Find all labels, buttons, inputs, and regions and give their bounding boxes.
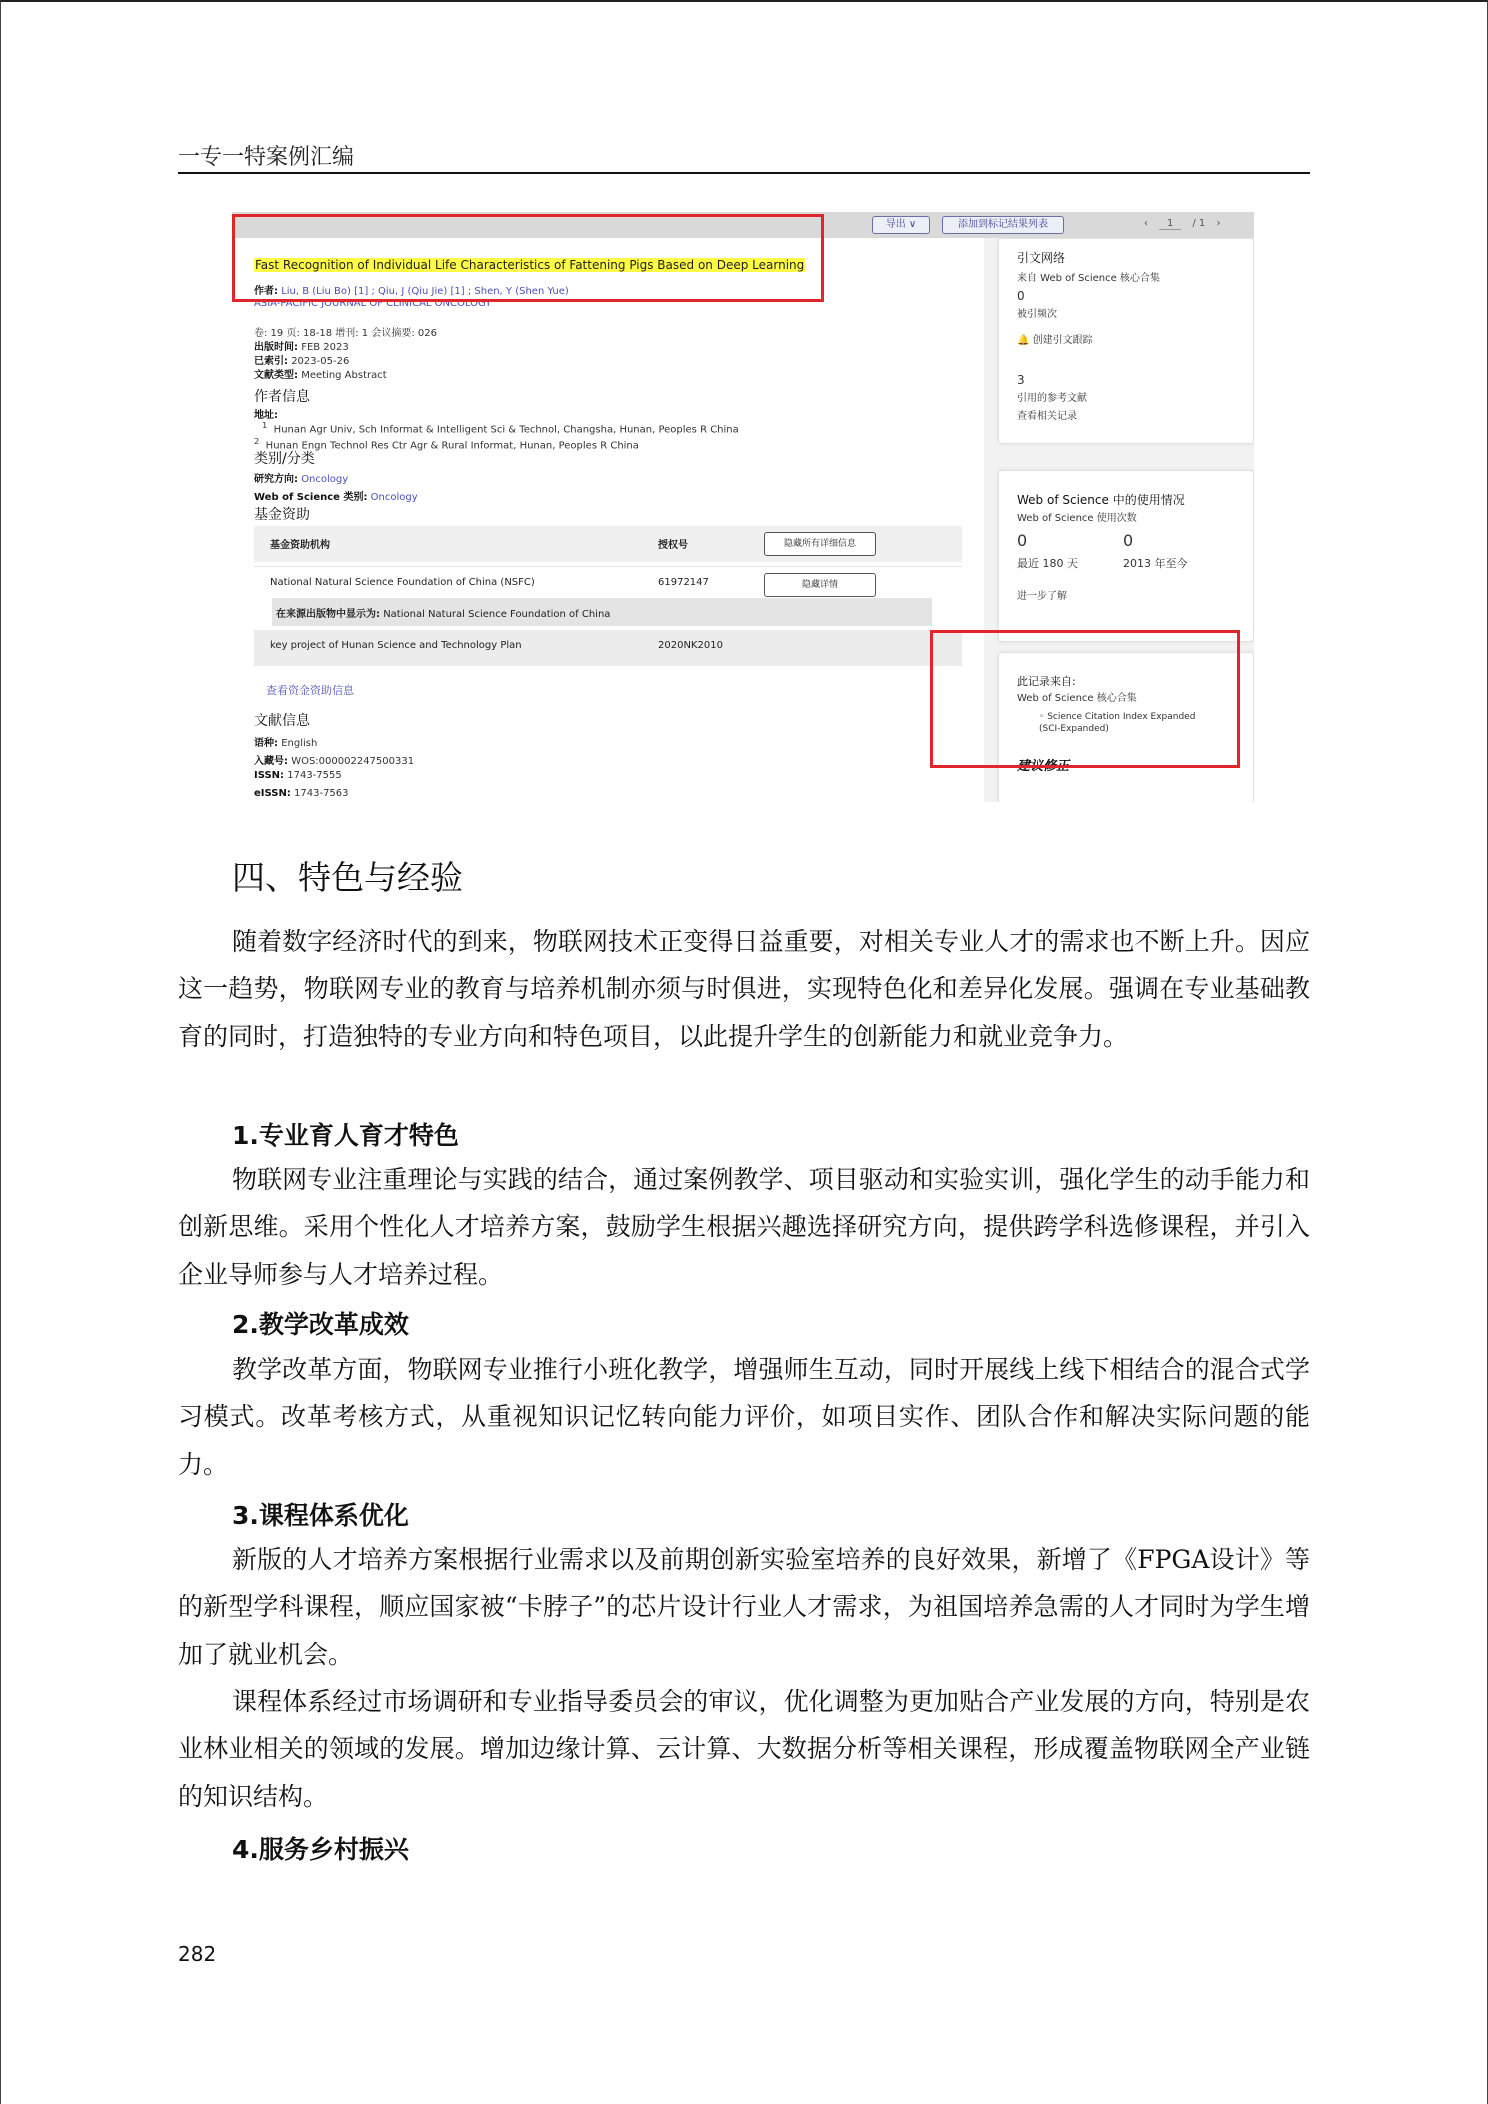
usage-card (998, 470, 1254, 642)
language-value: English (281, 738, 318, 749)
section-heading: 四、特色与经验 (232, 858, 463, 897)
issn-value: 1743-7555 (287, 770, 342, 781)
header-rule (178, 172, 1310, 174)
bell-icon: 🔔 (1017, 335, 1030, 346)
record-source-highlight-box (930, 630, 1240, 768)
research-area-link[interactable]: Oncology (301, 474, 349, 485)
address-2-num: 2 (254, 436, 260, 446)
export-button[interactable]: 导出 ∨ (872, 216, 930, 234)
page-number: 282 (178, 1942, 217, 1966)
learn-more-link[interactable]: 进一步了解 (1017, 591, 1067, 602)
doc-info-heading: 文献信息 (254, 713, 310, 729)
intro-paragraph-text: 随着数字经济时代的到来，物联网技术正变得日益重要，对相关专业人才的需求也不断上升。因应这一趋势，物联网专业的教育与培养机制亦须与时俱进，实现特色化和差异化发展。强调在专业基础教育的同时，打造独特的专业方向和特色项目，以此提升学生的创新能力和就业竞争力。 (178, 927, 1310, 1051)
language-label: 语种: (254, 738, 278, 749)
journal-name[interactable]: ASIA-PACIFIC JOURNAL OF CLINICAL ONCOLOGY (254, 298, 492, 309)
suggest-edit-link[interactable]: 建议修正 (1017, 759, 1070, 774)
pager (1140, 218, 1224, 230)
funding-table-header (254, 526, 962, 562)
grant-number: 2020NK2010 (658, 640, 723, 651)
subsection-2-paragraph (178, 1346, 1310, 1488)
page-total: / 1 (1192, 218, 1206, 229)
address-label (254, 406, 278, 421)
subsection-1-text: 物联网专业注重理论与实践的结合，通过案例教学、项目驱动和实验实训，强化学生的动手能力和创新思维。采用个性化人才培养方案，鼓励学生根据兴趣选择研究方向，提供跨学科选修课程，并引入企业导师参与人才培养过程。 (178, 1165, 1310, 1289)
indexed-line (254, 352, 349, 367)
citation-source: 来自 Web of Science 核心合集 (1017, 273, 1160, 284)
subsection-1-paragraph (178, 1156, 1310, 1298)
indexed-label: 已索引: (254, 356, 288, 367)
cited-label: 被引频次 (1017, 309, 1057, 320)
address-1-text: Hunan Agr Univ, Sch Informat & Intelligent Sci & Technol, Changsha, Hunan, Peoples R China (273, 424, 739, 436)
wos-category-line (254, 488, 418, 503)
usage-subtitle: Web of Science 使用次数 (1017, 513, 1137, 524)
hide-details-button[interactable]: 隐藏详情 (764, 573, 876, 597)
usage-recent-label: 最近 180 天 (1017, 557, 1078, 570)
authors-value[interactable]: Liu, B (Liu Bo) [1] ; Qiu, J (Qiu Jie) [1] ; Shen, Y (Shen Yue) (281, 286, 569, 297)
record-main (232, 238, 980, 802)
create-citation-alert-label: 创建引文跟踪 (1032, 335, 1093, 346)
create-citation-alert-link[interactable] (1017, 331, 1093, 346)
running-head: 一专一特案例汇编 (178, 145, 355, 170)
pub-date-line (254, 338, 349, 353)
eissn-value: 1743-7563 (294, 788, 349, 799)
view-funding-link[interactable]: 查看资金资助信息 (266, 684, 354, 697)
prev-page-icon[interactable]: ‹ (1144, 218, 1148, 229)
usage-recent-value: 0 (1017, 531, 1028, 550)
references-count[interactable]: 3 (1017, 373, 1025, 387)
pub-date-label: 出版时间: (254, 342, 298, 353)
funding-note-value: National Natural Science Foundation of China (383, 609, 611, 620)
bullet-icon: ◦ (1039, 712, 1045, 722)
doc-type-label: 文献类型: (254, 370, 298, 381)
issn-label: ISSN: (254, 770, 285, 781)
grant-number: 61972147 (658, 577, 709, 588)
pub-date: FEB 2023 (301, 342, 349, 353)
doc-type: Meeting Abstract (301, 370, 387, 381)
eissn-line (254, 788, 349, 799)
eissn-label: eISSN: (254, 788, 291, 799)
subsection-4-heading: 4.服务乡村振兴 (232, 1835, 409, 1864)
category-heading: 类别/分类 (254, 451, 315, 467)
record-source-collection: Web of Science 核心合集 (1017, 693, 1137, 704)
record-title[interactable]: Fast Recognition of Individual Life Characteristics of Fattening Pigs Based on Deep Learning (255, 258, 805, 272)
funding-note-text (276, 605, 610, 620)
record-source-title: 此记录来自: (1017, 675, 1076, 688)
usage-since-label: 2013 年至今 (1123, 557, 1188, 570)
subsection-3-text-2: 课程体系经过市场调研和专业指导委员会的审议，优化调整为更加贴合产业发展的方向，特别是农业林业相关的领域的发展。增加边缘计算、云计算、大数据分析等相关课程，形成覆盖物联网全产业链的知识结构。 (178, 1687, 1310, 1811)
hide-all-details-button[interactable]: 隐藏所有详细信息 (764, 532, 876, 556)
funding-agency: key project of Hunan Science and Technology Plan (270, 640, 522, 651)
funding-row (254, 630, 962, 666)
subsection-2-heading: 2.教学改革成效 (232, 1310, 409, 1339)
citation-network-title: 引文网络 (1017, 251, 1066, 265)
wos-record-screenshot (232, 212, 1254, 802)
funding-heading: 基金资助 (254, 507, 310, 523)
funding-agency: National Natural Science Foundation of China (NSFC) (270, 577, 535, 588)
record-source-index-text: Science Citation Index Expanded (SCI-Expanded) (1039, 712, 1196, 734)
page-input[interactable]: 1 (1159, 218, 1181, 230)
address-label-text: 地址: (254, 410, 278, 421)
subsection-2-text: 教学改革方面，物联网专业推行小班化教学，增强师生互动，同时开展线上线下相结合的混合式学习模式。改革考核方式，从重视知识记忆转向能力评价，如项目实作、团队合作和解决实际问题的能力。 (178, 1355, 1310, 1479)
agency-column-header: 基金资助机构 (270, 540, 330, 551)
usage-since-value: 0 (1123, 531, 1134, 550)
intro-paragraph (178, 918, 1310, 1060)
references-label: 引用的参考文献 (1017, 393, 1087, 404)
doc-type-line (254, 366, 387, 381)
indexed-date: 2023-05-26 (291, 356, 350, 367)
wos-category-link[interactable]: Oncology (370, 492, 418, 503)
wos-category-label: Web of Science 类别: (254, 492, 368, 503)
subsection-1-heading: 1.专业育人育才特色 (232, 1121, 459, 1150)
accession-value: WOS:000002247500331 (291, 756, 415, 767)
issn-line (254, 770, 342, 781)
funding-source-note (272, 598, 932, 626)
subsection-3-heading: 3.课程体系优化 (232, 1501, 409, 1530)
accession-label: 入藏号: (254, 756, 288, 767)
research-area-label: 研究方向: (254, 474, 298, 485)
language-line (254, 734, 317, 749)
grant-column-header: 授权号 (658, 540, 688, 551)
authors-label: 作者: (254, 286, 278, 297)
cited-count: 0 (1017, 289, 1025, 303)
subsection-3-paragraph-2 (178, 1678, 1310, 1820)
title-highlight-box (232, 214, 824, 302)
add-to-marked-list-button[interactable]: 添加到标记结果列表 (942, 216, 1064, 234)
view-related-link[interactable]: 查看相关记录 (1017, 411, 1077, 422)
research-area-line (254, 470, 348, 485)
address-2-text: Hunan Engn Technol Res Ctr Agr & Rural Informat, Hunan, Peoples R China (265, 440, 639, 452)
volume-line: 卷: 19 页: 18-18 增刊: 1 会议摘要: 026 (254, 328, 437, 339)
subsection-3-text-1: 新版的人才培养方案根据行业需求以及前期创新实验室培养的良好效果，新增了《FPGA设计》等的新型学科课程，顺应国家被“卡脖子”的芯片设计行业人才需求，为祖国培养急需的人才同时为学生增加了就业机会。 (178, 1545, 1310, 1669)
subsection-3-paragraph-1 (178, 1536, 1310, 1678)
next-page-icon[interactable]: › (1216, 218, 1221, 229)
accession-line (254, 752, 414, 767)
usage-title: Web of Science 中的使用情况 (1017, 493, 1185, 507)
citation-network-card (998, 238, 1254, 444)
address-1-num: 1 (262, 420, 268, 430)
address-1 (262, 420, 739, 435)
author-info-heading: 作者信息 (254, 389, 310, 405)
funding-note-label: 在来源出版物中显示为: (276, 609, 380, 620)
